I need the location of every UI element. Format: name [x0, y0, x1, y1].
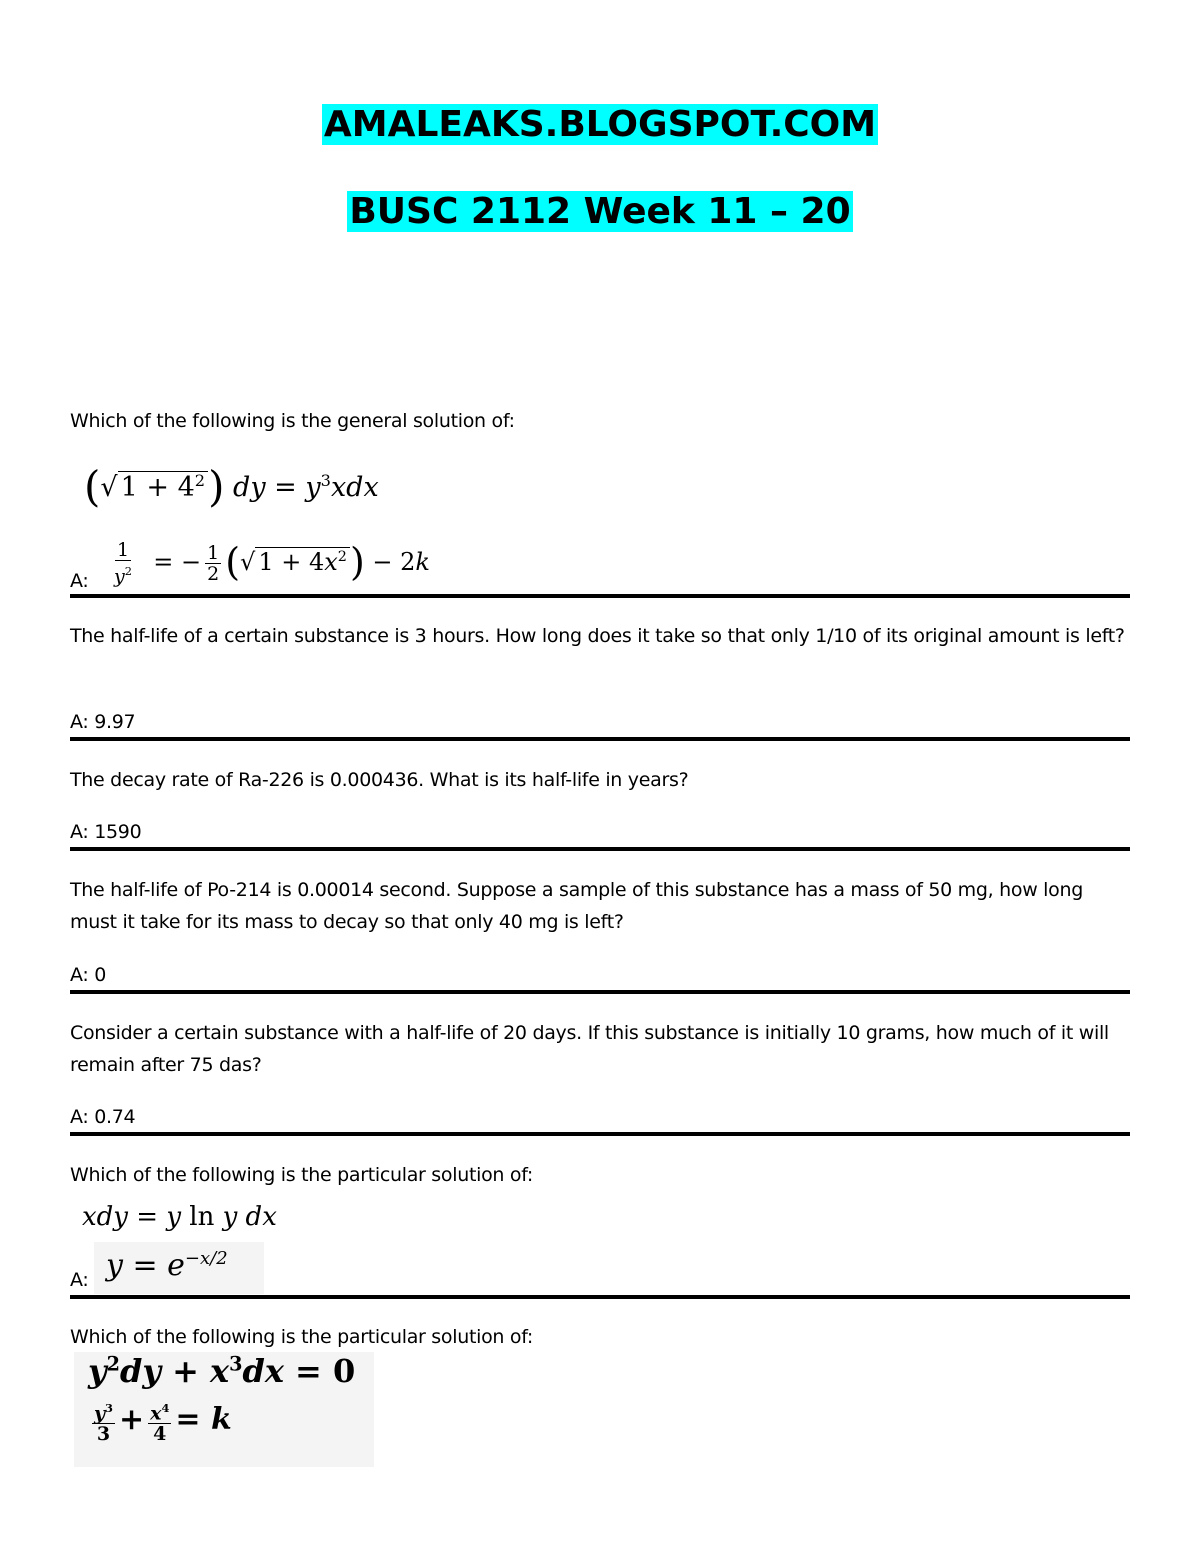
question-4: The half-life of Po-214 is 0.00014 second. Suppose a sample of this substance has a mass of 50 mg, how long must it take for its mass to decay so that only 40 mg is left?: [70, 879, 1083, 933]
question-2: The half-life of a certain substance is 3 hours. How long does it take so that only 1/10 of its original amount is left?: [70, 625, 1125, 647]
divider: [70, 737, 1130, 741]
answer-2: A: 9.97: [70, 711, 136, 733]
equation-7: $y^2dy + x^3dx = 0$: [88, 1352, 356, 1390]
equation-1: (√ $1 + 4^2$) dy = $y^3xdx$: [84, 462, 379, 511]
question-7: Which of the following is the particular solution of:: [70, 1326, 534, 1348]
divider: [70, 1132, 1130, 1136]
equation-6: xdy = y ln y dx: [82, 1202, 277, 1232]
divider: [70, 594, 1130, 598]
divider: [70, 847, 1130, 851]
answer-1-equation: $\frac{1}{y^2}$ = − $\frac{1}{2}$ (√ $1 + 4x^2) - 2k$: [114, 539, 430, 588]
answer-5: A: 0.74: [70, 1106, 136, 1128]
answer-7-equation: $\frac{y^3}{3}$ + $\frac{x^4}{4}$ = k: [88, 1398, 232, 1444]
answer-6-prefix: A:: [70, 1269, 89, 1291]
course-title: BUSC 2112 Week 11 – 20: [349, 191, 851, 232]
answer-6-equation: $y = e^{-x/2}$: [106, 1248, 228, 1283]
question-6: Which of the following is the particular solution of:: [70, 1164, 534, 1186]
answer-1-prefix: A:: [70, 570, 89, 592]
question-1: Which of the following is the general solution of:: [70, 410, 515, 432]
answer-3: A: 1590: [70, 821, 142, 843]
question-5: Consider a certain substance with a half-life of 20 days. If this substance is initially 10 grams, how much of it will remain after 75 das?: [70, 1022, 1109, 1076]
divider: [70, 990, 1130, 994]
answer-4: A: 0: [70, 964, 106, 986]
site-title: AMALEAKS.BLOGSPOT.COM: [323, 104, 877, 145]
divider: [70, 1295, 1130, 1299]
question-3: The decay rate of Ra-226 is 0.000436. What is its half-life in years?: [70, 769, 689, 791]
